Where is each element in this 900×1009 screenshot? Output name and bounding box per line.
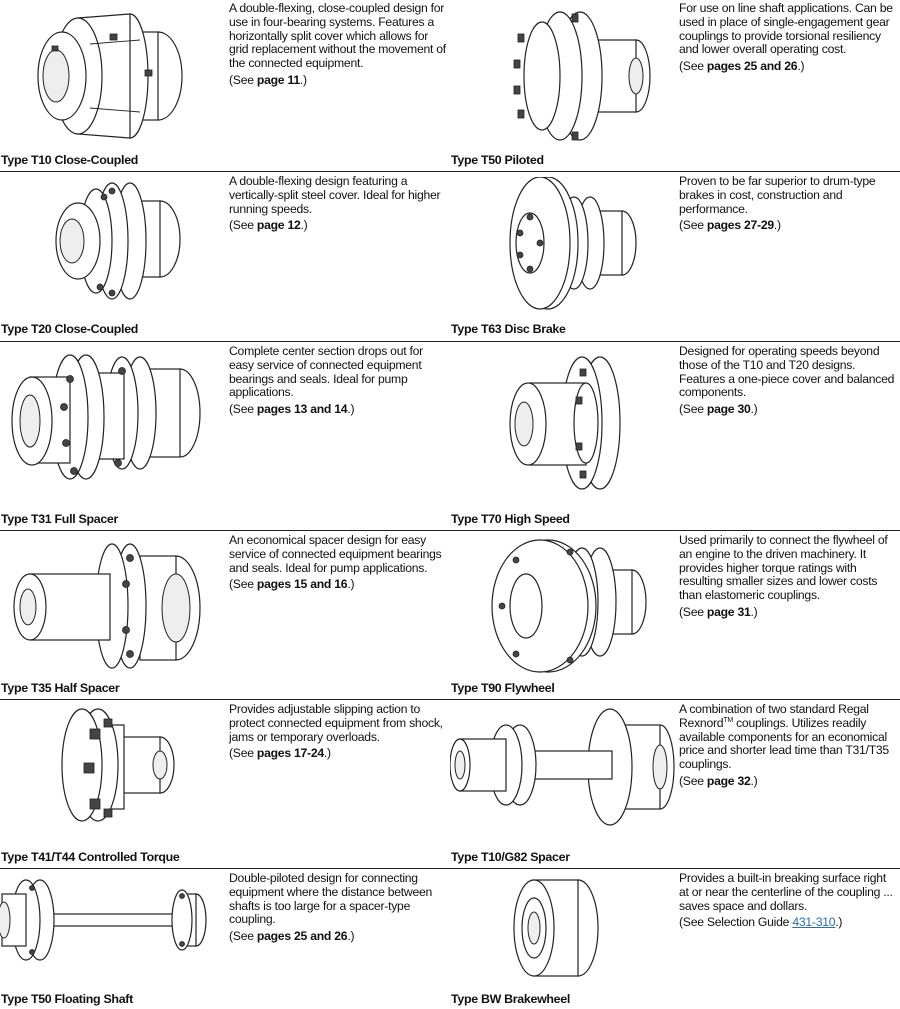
product-caption: Type T31 Full Spacer	[1, 512, 119, 526]
product-cell-t41-t44	[0, 701, 450, 867]
description-text: A double-flexing, close-coupled design for use in four-bearing systems. Features a horizontally split cover which allows for grid replacement without the movement of the connected equipment.	[229, 1, 446, 71]
product-description	[229, 872, 447, 944]
product-description	[229, 703, 447, 761]
description-text: Provides a built-in breaking surface right at or near the centerline of the coupling ... saves space and dollars.	[679, 871, 893, 913]
description-text: Designed for operating speeds beyond those of the T10 and T20 designs. Features a one-piece cover and balanced components.	[679, 344, 895, 400]
flywheel-coupling-illustration	[450, 536, 675, 676]
selection-guide-link[interactable]: 431-310	[792, 915, 836, 930]
page-reference: (See pages 27-29.)	[679, 218, 781, 233]
page-reference: (See page 30.)	[679, 402, 758, 417]
description-text: An economical spacer design for easy service of connected equipment bearings and seals. Ideal for pump applications.	[229, 533, 442, 575]
page-reference: (See page 12.)	[229, 218, 308, 233]
description-text: Double-piloted design for connecting equipment where the distance between shafts is too large for a spacer-type coupling.	[229, 871, 433, 927]
controlled-torque-coupling-illustration	[0, 705, 225, 837]
product-caption: Type T70 High Speed	[451, 512, 570, 526]
row-divider	[450, 171, 900, 172]
product-caption: Type T20 Close-Coupled	[1, 322, 139, 336]
product-caption: Type T10/G82 Spacer	[451, 850, 570, 864]
product-description	[679, 175, 897, 233]
product-cell-t50-floating	[0, 870, 450, 1009]
trademark-mark: TM	[723, 716, 733, 724]
product-cell-t50-piloted	[450, 0, 900, 170]
product-description	[679, 534, 897, 620]
half-spacer-coupling-illustration	[0, 536, 225, 676]
product-description	[679, 872, 897, 930]
description-text: Used primarily to connect the flywheel of an engine to the driven machinery. It provides higher torque ratings with resulting smaller sizes and lower costs than elastomeric couplings.	[679, 533, 888, 603]
product-description	[679, 2, 897, 74]
row-divider	[0, 341, 450, 342]
product-description	[679, 345, 897, 417]
floating-shaft-coupling-illustration	[0, 874, 225, 984]
product-cell-bw	[450, 870, 900, 1009]
row-divider	[450, 341, 900, 342]
description-text: Provides adjustable slipping action to protect connected equipment from shock, jams or temporary overloads.	[229, 702, 443, 744]
page-reference: (See page 32.)	[679, 773, 758, 788]
product-caption: Type T50 Piloted	[451, 153, 544, 167]
description-text: For use on line shaft applications. Can be used in place of single-engagement gear couplings to provide torsional resiliency and lower overall operating cost.	[679, 1, 893, 57]
brakewheel-coupling-illustration	[450, 874, 675, 984]
close-coupled-coupling-illustration	[0, 177, 225, 315]
description-text: Complete center section drops out for easy service of connected equipment bearings and seals. Ideal for pump applications.	[229, 344, 423, 400]
product-description	[229, 2, 447, 88]
product-caption: Type BW Brakewheel	[451, 992, 571, 1006]
page-reference: (See page 31.)	[679, 604, 758, 619]
product-caption: Type T63 Disc Brake	[451, 322, 566, 336]
high-speed-coupling-illustration	[450, 347, 675, 497]
row-divider	[0, 868, 450, 869]
row-divider	[0, 171, 450, 172]
product-caption: Type T90 Flywheel	[451, 681, 555, 695]
product-caption: Type T10 Close-Coupled	[1, 153, 139, 167]
product-cell-t90	[450, 532, 900, 698]
product-caption: Type T50 Floating Shaft	[1, 992, 133, 1006]
row-divider	[0, 699, 450, 700]
row-divider	[450, 868, 900, 869]
spacer-coupling-illustration	[450, 705, 675, 835]
row-divider	[450, 530, 900, 531]
description-text: A double-flexing design featuring a vertically-split steel cover. Ideal for higher running speeds.	[229, 174, 441, 216]
page-reference: (See pages 25 and 26.)	[229, 929, 355, 944]
row-divider	[450, 699, 900, 700]
page-reference: (See pages 15 and 16.)	[229, 577, 355, 592]
close-coupled-coupling-illustration	[0, 4, 225, 149]
description-text: Proven to be far superior to drum-type brakes in cost, construction and performance.	[679, 174, 876, 216]
product-cell-t31	[0, 343, 450, 529]
product-cell-t63	[450, 173, 900, 339]
page-reference: (See Selection Guide 431-310.)	[679, 915, 843, 930]
product-cell-t10	[0, 0, 450, 170]
product-caption: Type T35 Half Spacer	[1, 681, 120, 695]
product-description	[229, 175, 447, 233]
product-caption: Type T41/T44 Controlled Torque	[1, 850, 180, 864]
row-divider	[0, 530, 450, 531]
full-spacer-coupling-illustration	[0, 347, 225, 497]
product-cell-t70	[450, 343, 900, 529]
description-text: A combination of two standard Regal Rexnord™ couplings. Utilizes readily available components for an economical price and shorter lead time than T31/T35 couplings.	[679, 702, 889, 772]
page-reference: (See pages 13 and 14.)	[229, 402, 355, 417]
product-description	[229, 534, 447, 592]
disc-brake-coupling-illustration	[450, 177, 675, 315]
product-cell-t20	[0, 173, 450, 339]
product-cell-t35	[0, 532, 450, 698]
product-cell-t10-g82	[450, 701, 900, 867]
product-description	[679, 703, 897, 789]
piloted-coupling-illustration	[450, 4, 675, 149]
product-description	[229, 345, 447, 417]
page-reference: (See pages 17-24.)	[229, 746, 331, 761]
page-reference: (See pages 25 and 26.)	[679, 59, 805, 74]
page-reference: (See page 11.)	[229, 72, 307, 87]
